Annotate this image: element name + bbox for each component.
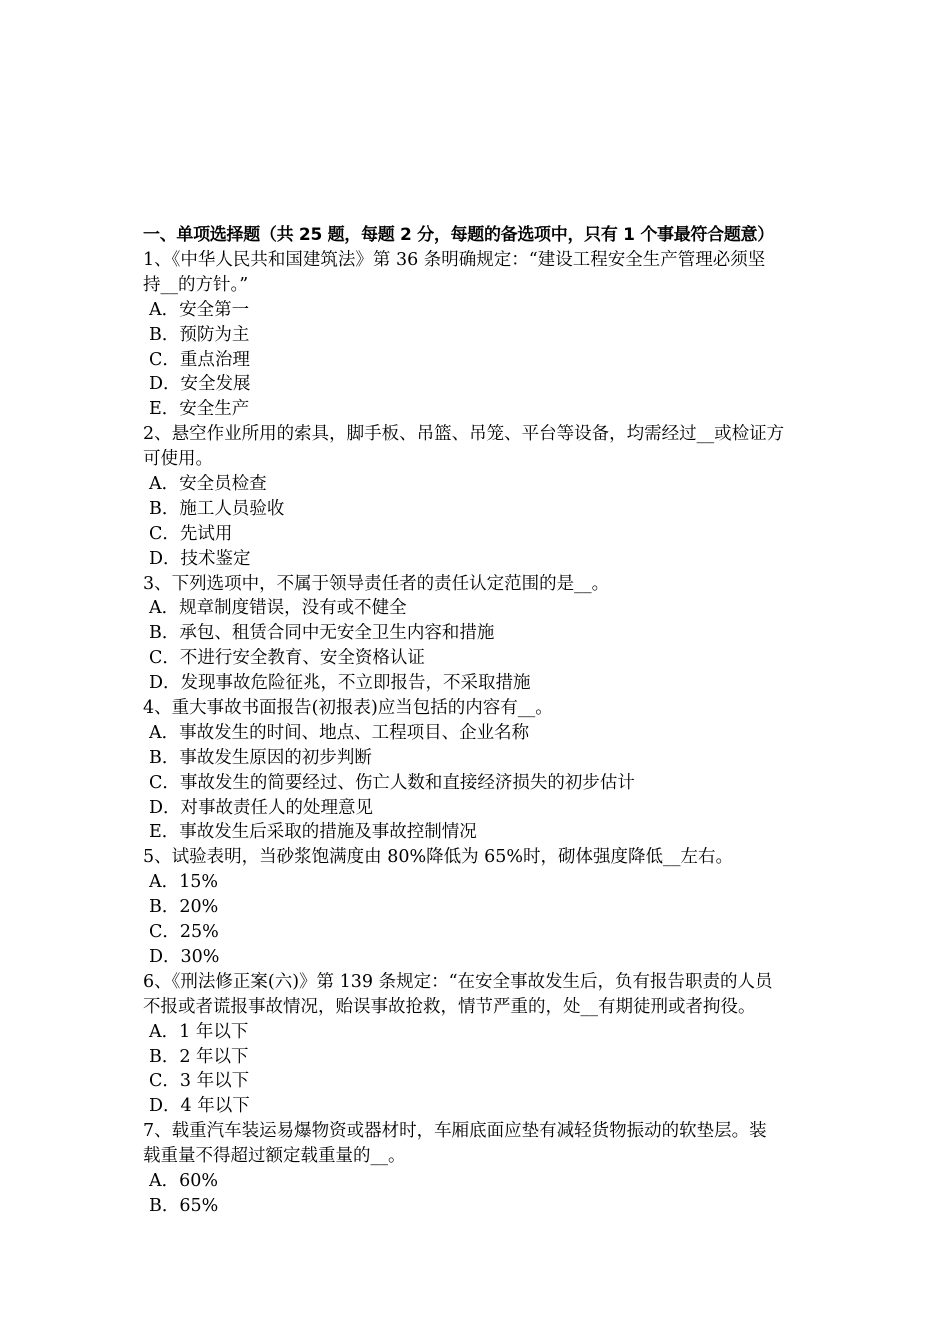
answer-option: B．施工人员验收	[149, 498, 285, 519]
answer-option: C．先试用	[149, 523, 233, 544]
answer-option: C．3 年以下	[149, 1071, 250, 1092]
question-7	[143, 1119, 815, 1219]
answer-option: D．发现事故危险征兆，不立即报告，不采取措施	[149, 673, 531, 694]
answer-option: D．技术鉴定	[149, 548, 251, 569]
answer-option: B．承包、租赁合同中无安全卫生内容和措施	[149, 623, 495, 644]
question-list	[143, 248, 815, 1219]
answer-option: D．4 年以下	[149, 1096, 250, 1117]
question-stem-line: 2、悬空作业所用的索具，脚手板、吊篮、吊笼、平台等设备，均需经过__或检证方	[143, 424, 785, 445]
answer-option: A．60%	[149, 1170, 219, 1191]
answer-option: A．事故发生的时间、地点、工程项目、企业名称	[149, 722, 530, 743]
document-page	[143, 223, 815, 1219]
answer-option: D．30%	[149, 946, 220, 967]
answer-option: C．25%	[149, 922, 219, 943]
question-1	[143, 248, 815, 422]
answer-option: A．规章制度错误，没有或不健全	[149, 598, 407, 619]
answer-option: C．事故发生的简要经过、伤亡人数和直接经济损失的初步估计	[149, 772, 635, 793]
question-stem-line: 不报或者谎报事故情况，贻误事故抢救，情节严重的，处__有期徒刑或者拘役。	[143, 996, 756, 1017]
question-5	[143, 845, 815, 969]
answer-option: B．65%	[149, 1195, 219, 1216]
answer-option: B．预防为主	[149, 324, 250, 345]
answer-option: C．不进行安全教育、安全资格认证	[149, 648, 425, 669]
question-3	[143, 572, 815, 696]
answer-option: C．重点治理	[149, 349, 250, 370]
question-stem-line: 3、下列选项中，不属于领导责任者的责任认定范围的是__。	[143, 573, 610, 594]
answer-option: B．2 年以下	[149, 1046, 249, 1067]
question-stem-line: 5、试验表明，当砂浆饱满度由 80%降低为 65%时，砌体强度降低__左右。	[143, 847, 734, 868]
question-4	[143, 696, 815, 845]
answer-option: B．20%	[149, 897, 219, 918]
question-stem-line: 可使用。	[143, 449, 213, 470]
question-stem-line: 载重量不得超过额定载重量的__。	[143, 1146, 406, 1167]
question-2	[143, 422, 815, 571]
answer-option: A．1 年以下	[149, 1021, 249, 1042]
answer-option: A．安全第一	[149, 299, 250, 320]
question-stem-line: 1、《中华人民共和国建筑法》第 36 条明确规定：“建设工程安全生产管理必须坚	[143, 250, 766, 270]
answer-option: A．安全员检查	[149, 474, 267, 495]
answer-option: E．安全生产	[149, 399, 250, 420]
answer-option: D．安全发展	[149, 374, 251, 395]
answer-option: D．对事故责任人的处理意见	[149, 797, 374, 818]
section-heading: 一、单项选择题（共 25 题，每题 2 分，每题的备选项中，只有 1 个事最符合题意）	[143, 225, 774, 245]
question-stem-line: 7、载重汽车装运易爆物资或器材时，车厢底面应垫有减轻货物振动的软垫层。装	[143, 1121, 767, 1142]
answer-option: B．事故发生原因的初步判断	[149, 747, 372, 768]
question-stem-line: 6、《刑法修正案(六)》第 139 条规定：“在安全事故发生后，负有报告职责的人员	[143, 971, 773, 992]
question-6	[143, 970, 815, 1119]
question-stem-line: 持__的方针。”	[143, 274, 249, 295]
answer-option: A．15%	[149, 872, 219, 893]
answer-option: E．事故发生后采取的措施及事故控制情况	[149, 822, 477, 843]
question-stem-line: 4、重大事故书面报告(初报表)应当包括的内容有__。	[143, 698, 553, 719]
